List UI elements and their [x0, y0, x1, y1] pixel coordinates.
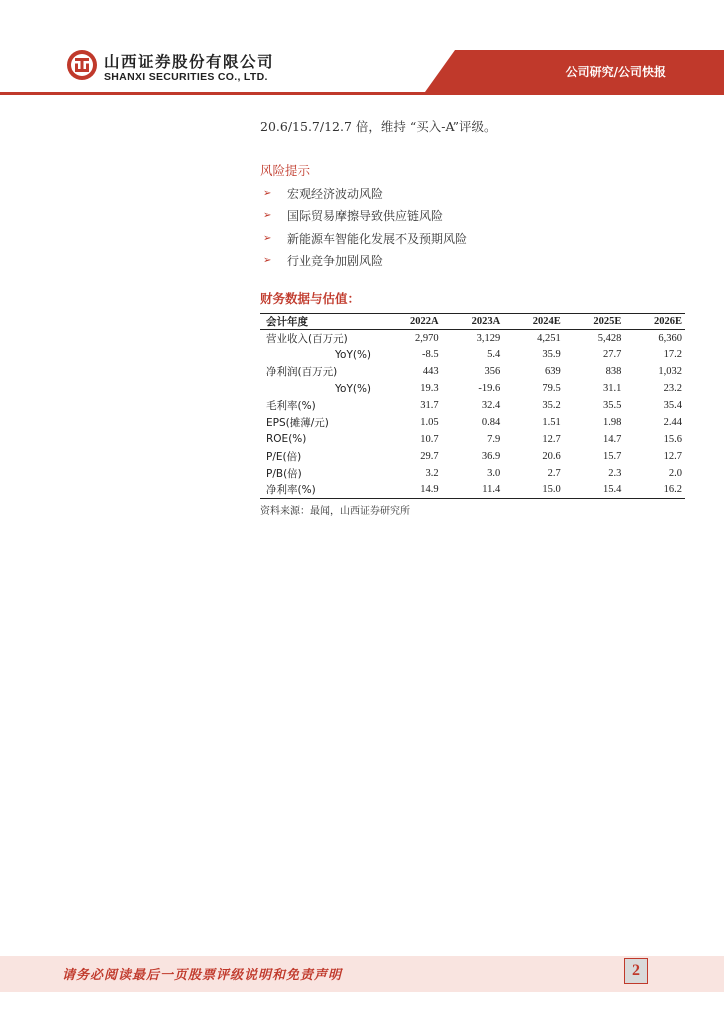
risk-item-label: 国际贸易摩擦导致供应链风险	[287, 209, 444, 224]
financials-title: 财务数据与估值：	[260, 291, 361, 306]
row-label: 营业收入(百万元)	[266, 332, 348, 345]
column-header: 2024E	[503, 314, 564, 330]
list-item	[263, 205, 467, 228]
table-cell: 10.7	[420, 433, 439, 445]
table-cell: 14.9	[380, 482, 442, 499]
table-cell: 5.4	[487, 349, 501, 361]
table-cell: 0.84	[481, 416, 501, 428]
risk-section-title: 风险提示	[260, 163, 311, 178]
table-cell: 31.7	[420, 400, 439, 411]
table-header-row	[260, 314, 685, 330]
table-cell: 2.0	[668, 467, 682, 479]
table-cell: 31.1	[603, 383, 622, 395]
arrow-bullet-icon: ➢	[263, 210, 272, 222]
table-cell: 29.7	[420, 450, 439, 462]
page-header	[0, 0, 724, 100]
table-row	[260, 330, 685, 347]
table-row	[260, 397, 685, 414]
table-cell: 15.4	[564, 482, 625, 499]
table-cell: 35.9	[542, 349, 561, 361]
row-label: P/B(倍)	[266, 467, 302, 480]
table-cell: 2,970	[414, 332, 439, 344]
company-name-en: SHANXI SECURITIES CO., LTD.	[104, 71, 268, 83]
table-cell: 17.2	[663, 349, 682, 361]
risk-list	[263, 182, 467, 272]
table-cell: 14.7	[603, 433, 622, 445]
table-cell: 5,428	[597, 332, 622, 344]
table-cell: 16.2	[624, 482, 685, 499]
intro-text: 20.6/15.7/12.7 倍，维持 “买入-A”评级。	[260, 119, 497, 134]
row-label: 毛利率(%)	[266, 400, 316, 412]
column-header: 2026E	[624, 314, 685, 330]
table-cell: 35.5	[603, 400, 622, 411]
table-cell: 1.05	[420, 416, 439, 428]
table-cell: 4,251	[537, 332, 561, 344]
table-cell: 35.4	[663, 400, 682, 411]
page-number: 2	[632, 962, 640, 979]
table-cell: 2.3	[608, 467, 622, 479]
table-cell: -19.6	[478, 383, 501, 395]
table-cell: 36.9	[481, 450, 501, 462]
table-cell: 1.51	[542, 416, 561, 428]
table-cell: 23.2	[663, 383, 682, 395]
column-header: 会计年度	[260, 314, 380, 330]
risk-item-label: 新能源车智能化发展不及预期风险	[287, 231, 468, 246]
row-label: YoY(%)	[335, 382, 372, 395]
row-label: 净利率(%)	[260, 482, 380, 499]
column-header: 2025E	[564, 314, 625, 330]
risk-item-label: 宏观经济波动风险	[287, 186, 384, 201]
table-cell: 15.6	[663, 433, 682, 445]
risk-item-label: 行业竞争加剧风险	[287, 254, 384, 269]
table-row	[260, 346, 685, 363]
table-cell: 15.0	[503, 482, 564, 499]
table-cell: 2.7	[547, 467, 561, 479]
list-item	[263, 182, 467, 205]
table-row	[260, 465, 685, 482]
table-cell: 7.9	[487, 433, 501, 445]
table-cell: 1.98	[603, 416, 622, 428]
table-cell: 11.4	[442, 482, 504, 499]
arrow-bullet-icon: ➢	[263, 232, 272, 244]
table-cell: 639	[545, 366, 561, 378]
arrow-bullet-icon: ➢	[263, 255, 272, 267]
list-item	[263, 227, 467, 250]
table-row	[260, 380, 685, 397]
table-row	[260, 414, 685, 431]
table-cell: 3.2	[425, 467, 439, 479]
table-cell: 12.7	[542, 433, 561, 445]
financials-table	[260, 313, 685, 499]
table-cell: 32.4	[481, 400, 501, 411]
data-source-note: 资料来源：最闻，山西证券研究所	[260, 506, 410, 517]
table-cell: -8.5	[421, 349, 439, 361]
table-cell: 1,032	[658, 366, 682, 378]
column-header: 2022A	[380, 314, 442, 330]
table-cell: 19.3	[420, 383, 439, 395]
table-cell: 356	[484, 366, 501, 378]
row-label: YoY(%)	[335, 348, 372, 361]
table-cell: 35.2	[542, 400, 561, 411]
table-row	[260, 363, 685, 380]
page-number-box	[624, 958, 648, 984]
table-row	[260, 431, 685, 448]
table-row	[260, 448, 685, 465]
list-item	[263, 250, 467, 273]
row-label: EPS(摊薄/元)	[266, 416, 329, 429]
table-row	[260, 482, 685, 499]
table-cell: 15.7	[603, 450, 622, 462]
table-cell: 3,129	[476, 332, 501, 344]
shanxi-securities-logo-icon	[66, 49, 98, 81]
table-cell: 6,360	[658, 332, 682, 344]
report-category: 公司研究/公司快报	[565, 65, 666, 79]
table-cell: 79.5	[542, 383, 561, 395]
table-cell: 443	[422, 366, 439, 378]
column-header: 2023A	[442, 314, 504, 330]
table-cell: 838	[605, 366, 622, 378]
row-label: P/E(倍)	[266, 450, 302, 463]
table-cell: 3.0	[487, 467, 501, 479]
company-name-cn: 山西证券股份有限公司	[104, 53, 275, 71]
row-label: 净利润(百万元)	[266, 366, 338, 379]
disclaimer-note: 请务必阅读最后一页股票评级说明和免责声明	[62, 968, 343, 983]
table-cell: 2.44	[663, 416, 682, 428]
table-cell: 20.6	[542, 450, 561, 462]
arrow-bullet-icon: ➢	[263, 187, 272, 199]
table-cell: 27.7	[603, 349, 622, 361]
row-label: ROE(%)	[266, 433, 307, 446]
table-cell: 12.7	[663, 450, 682, 462]
